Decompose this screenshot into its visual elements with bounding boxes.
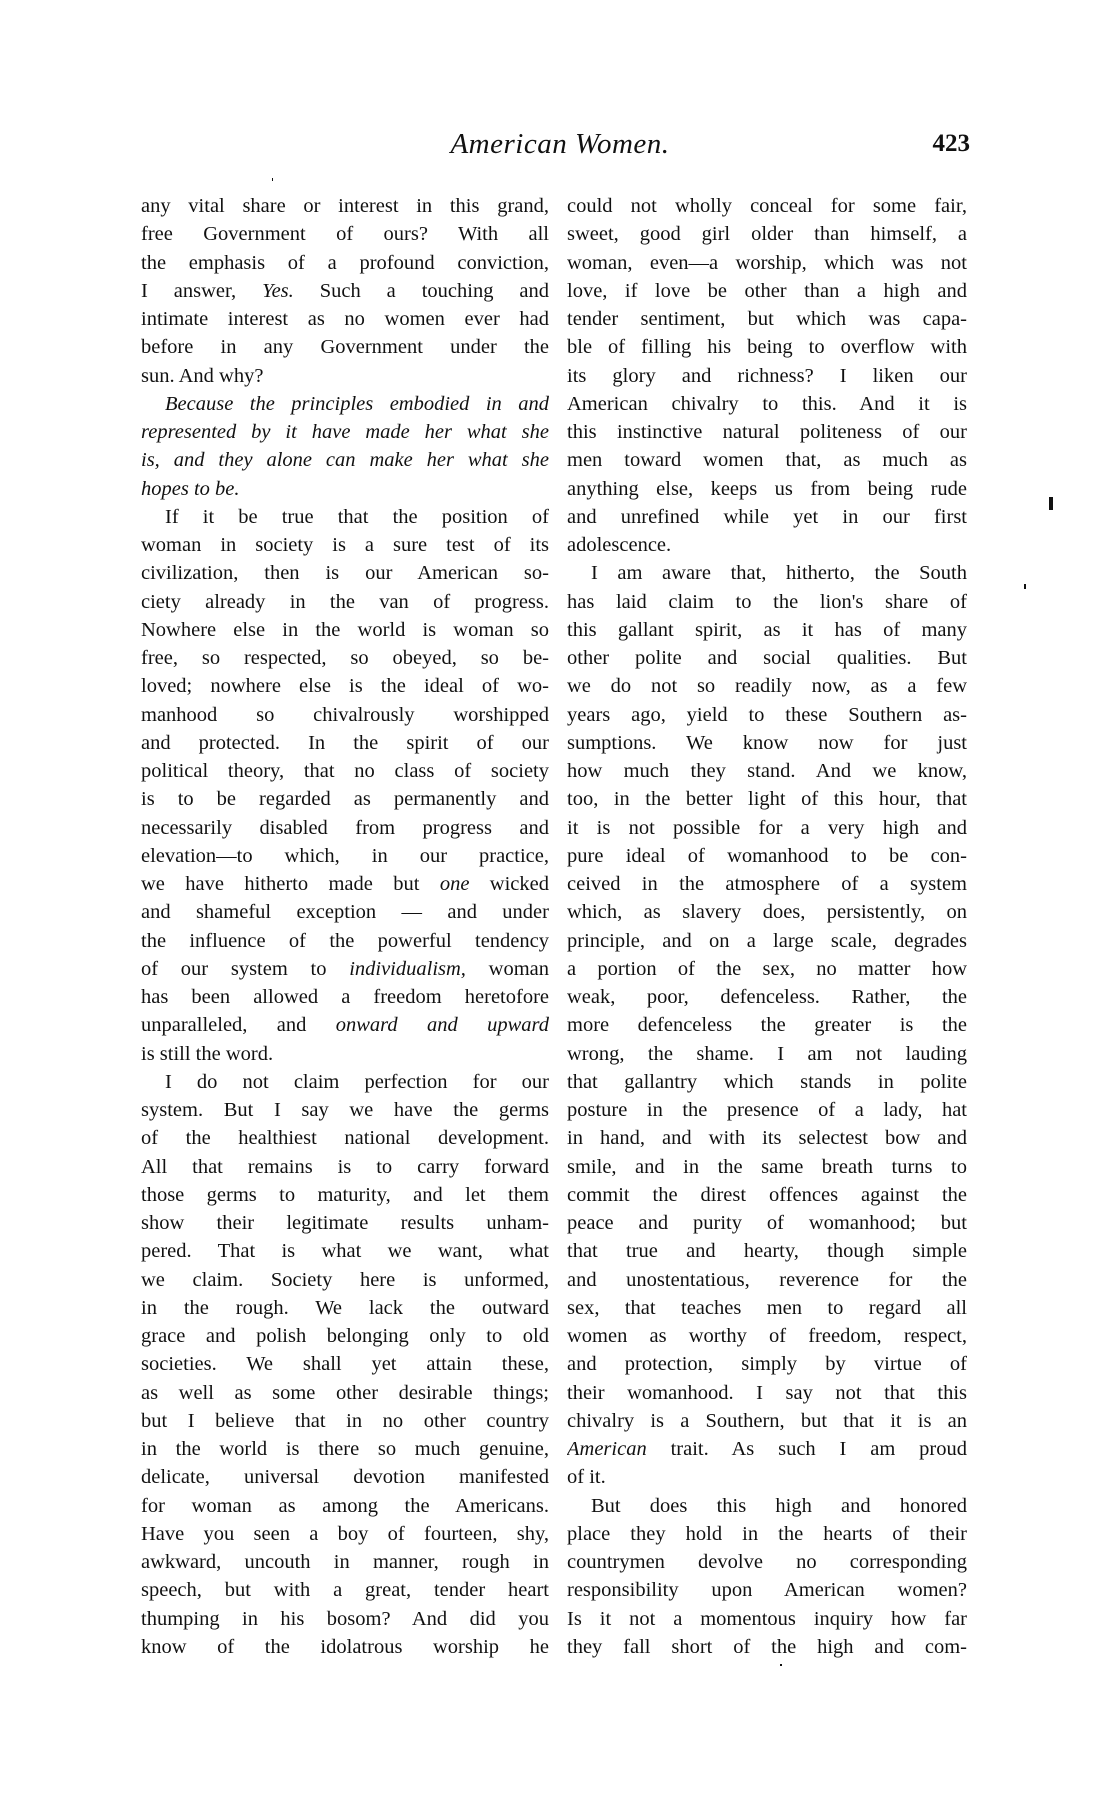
text-line — [141, 531, 549, 559]
text-line — [141, 1011, 549, 1039]
text-line — [567, 1068, 967, 1096]
text-line — [567, 220, 967, 248]
text-run: wicked — [469, 873, 549, 895]
text-run: thumping in his bosom? And did you — [141, 1607, 549, 1630]
text-line — [141, 1294, 549, 1322]
text-line — [567, 1011, 967, 1039]
text-run: ceived in the atmosphere of a system — [567, 873, 967, 895]
text-run: societies. We shall yet attain these, — [141, 1353, 549, 1376]
text-run: anything else, keeps us from being rude — [567, 477, 967, 500]
text-line — [141, 672, 549, 700]
text-run: its glory and richness? I liken our — [567, 364, 967, 387]
text-run: of it. — [567, 1466, 606, 1489]
text-run: system. But I say we have the germs — [141, 1099, 549, 1121]
text-line — [567, 1492, 967, 1520]
text-run: but I believe that in no other country — [141, 1409, 549, 1432]
text-line — [141, 277, 549, 305]
text-line — [567, 1379, 967, 1407]
text-run: as well as some other desirable things; — [141, 1381, 549, 1404]
text-run: pered. That is what we want, what — [141, 1240, 549, 1263]
text-run: But does this high and honored — [591, 1494, 967, 1517]
text-line — [567, 333, 967, 361]
text-line — [141, 1153, 549, 1181]
text-run: political theory, that no class of society — [141, 760, 549, 782]
text-run: too, in the better light of this hour, that — [567, 788, 967, 811]
text-run: speech, but with a great, tender heart — [141, 1579, 549, 1602]
text-line — [567, 1294, 967, 1322]
text-run: trait. As such I am proud — [646, 1438, 967, 1460]
text-line — [567, 701, 967, 729]
text-run: principle, and on a large scale, degrades — [567, 929, 967, 952]
italic-run: American — [567, 1438, 647, 1460]
text-line — [567, 390, 967, 418]
text-line — [141, 1266, 549, 1294]
text-run: those germs to maturity, and let them — [141, 1183, 549, 1206]
text-line — [141, 1040, 549, 1068]
italic-run: represented by it have made her what she — [141, 421, 549, 443]
text-line — [141, 475, 549, 503]
text-line — [567, 475, 967, 503]
text-run: we have hitherto made but — [141, 873, 440, 895]
text-run: peace and purity of womanhood; but — [567, 1212, 967, 1234]
text-line — [567, 644, 967, 672]
text-line — [567, 1181, 967, 1209]
running-title: American Women. — [450, 128, 670, 160]
text-line — [141, 1548, 549, 1576]
text-line — [141, 1435, 549, 1463]
italic-run: Yes. — [262, 279, 294, 302]
text-line — [567, 249, 967, 277]
text-line — [141, 842, 549, 870]
text-line — [141, 729, 549, 757]
text-run: sweet, good girl older than himself, a — [567, 223, 967, 246]
text-line — [567, 588, 967, 616]
text-line — [567, 842, 967, 870]
text-line — [567, 1266, 967, 1294]
text-line — [141, 1407, 549, 1435]
text-run: countrymen devolve no corresponding — [567, 1551, 967, 1573]
text-line — [567, 418, 967, 446]
text-run: which, as slavery does, persistently, on — [567, 901, 967, 924]
text-line — [567, 1605, 967, 1633]
text-run: in hand, and with its selectest bow and — [567, 1127, 967, 1150]
text-line — [567, 1633, 967, 1661]
text-run: woman in society is a sure test of its — [141, 534, 549, 556]
text-line — [141, 446, 549, 474]
text-line — [567, 983, 967, 1011]
text-line — [141, 220, 549, 248]
text-line — [141, 249, 549, 277]
text-line — [141, 898, 549, 926]
text-line — [567, 1322, 967, 1350]
text-run: that gallantry which stands in polite — [567, 1070, 967, 1093]
text-run: American chivalry to this. And it is — [567, 392, 967, 415]
text-run: we do not so readily now, as a few — [567, 675, 967, 698]
text-line — [567, 616, 967, 644]
text-line — [567, 785, 967, 813]
text-run: Nowhere else in the world is woman so — [141, 618, 549, 641]
text-line — [567, 1576, 967, 1604]
text-line — [141, 1520, 549, 1548]
text-run: men toward women that, as much as — [567, 449, 967, 472]
text-line — [141, 757, 549, 785]
text-run: delicate, universal devotion manifested — [141, 1466, 549, 1489]
text-line — [141, 1181, 549, 1209]
text-line — [567, 1435, 967, 1463]
italic-run: individualism, — [349, 957, 466, 980]
text-line — [567, 1548, 967, 1576]
text-run: this gallant spirit, as it has of many — [567, 618, 967, 641]
text-run: posture in the presence of a lady, hat — [567, 1099, 967, 1121]
text-line — [567, 531, 967, 559]
text-run: and unrefined while yet in our first — [567, 505, 967, 528]
text-run: is still the word. — [141, 1042, 274, 1065]
text-run: civilization, then is our American so- — [141, 562, 549, 585]
text-line — [567, 362, 967, 390]
text-line — [567, 672, 967, 700]
text-run: chivalry is a Southern, but that it is an — [567, 1409, 967, 1432]
scan-mark — [272, 178, 273, 181]
text-run: and shameful exception — and under — [141, 901, 549, 924]
text-run: pure ideal of womanhood to be con- — [567, 844, 967, 867]
text-run: of the healthiest national development. — [141, 1127, 549, 1150]
text-line — [567, 192, 967, 220]
text-line — [141, 983, 549, 1011]
text-line — [567, 898, 967, 926]
text-run: the influence of the powerful tendency — [141, 929, 549, 952]
text-line — [567, 305, 967, 333]
left-column — [141, 192, 549, 1661]
text-line — [141, 1492, 549, 1520]
text-run: All that remains is to carry forward — [141, 1155, 549, 1178]
text-line — [141, 1068, 549, 1096]
text-line — [567, 927, 967, 955]
text-line — [141, 1576, 549, 1604]
italic-run: onward and upward — [335, 1014, 549, 1037]
text-line — [141, 927, 549, 955]
text-line — [567, 757, 967, 785]
text-run: how much they stand. And we know, — [567, 760, 967, 782]
text-run: and protected. In the spirit of our — [141, 731, 549, 754]
text-line — [141, 1322, 549, 1350]
text-line — [567, 955, 967, 983]
text-run: sun. And why? — [141, 364, 264, 387]
text-run: ble of filling his being to overflow with — [567, 336, 967, 359]
text-run: show their legitimate results unham- — [141, 1212, 549, 1234]
text-line — [141, 870, 549, 898]
italic-run: hopes to be. — [141, 477, 240, 500]
text-run: before in any Government under the — [141, 336, 549, 359]
text-run: for woman as among the Americans. — [141, 1494, 549, 1517]
text-line — [141, 192, 549, 220]
text-run: in the rough. We lack the outward — [141, 1296, 549, 1319]
text-run: I am aware that, hitherto, the South — [591, 562, 967, 585]
right-column — [567, 192, 967, 1661]
text-run: grace and polish belonging only to old — [141, 1325, 549, 1347]
text-run: any vital share or interest in this grand, — [141, 195, 549, 217]
text-run: Is it not a momentous inquiry how far — [567, 1607, 967, 1630]
text-line — [567, 1350, 967, 1378]
text-run: If it be true that the position of — [165, 505, 549, 528]
text-line — [141, 1209, 549, 1237]
text-run: adolescence. — [567, 534, 672, 556]
text-run: Have you seen a boy of fourteen, shy, — [141, 1522, 549, 1545]
text-line — [567, 1040, 967, 1068]
text-line — [141, 1350, 549, 1378]
text-run: this instinctive natural politeness of our — [567, 421, 967, 443]
text-line — [567, 814, 967, 842]
scan-mark — [1024, 584, 1026, 589]
page-number: 423 — [932, 130, 970, 157]
italic-run: one — [439, 873, 470, 895]
text-line — [141, 362, 549, 390]
text-line — [141, 390, 549, 418]
text-run: loved; nowhere else is the ideal of wo- — [141, 675, 549, 698]
text-run: woman — [465, 957, 549, 980]
text-line — [141, 955, 549, 983]
text-run: awkward, uncouth in manner, rough in — [141, 1551, 549, 1573]
text-run: necessarily disabled from progress and — [141, 816, 549, 839]
text-line — [141, 1379, 549, 1407]
text-line — [141, 1463, 549, 1491]
text-run: I answer, — [141, 279, 263, 302]
text-run: tender sentiment, but which was capa- — [567, 308, 967, 330]
text-run: has been allowed a freedom heretofore — [141, 986, 549, 1008]
text-line — [567, 1124, 967, 1152]
text-run: and protection, simply by virtue of — [567, 1353, 967, 1376]
text-line — [141, 418, 549, 446]
text-line — [567, 1209, 967, 1237]
text-line — [141, 1096, 549, 1124]
text-run: the emphasis of a profound conviction, — [141, 251, 549, 274]
text-line — [141, 701, 549, 729]
text-run: manhood so chivalrously worshipped — [141, 703, 549, 726]
text-run: of our system to — [141, 957, 350, 980]
text-run: women as worthy of freedom, respect, — [567, 1325, 967, 1347]
text-run: place they hold in the hearts of their — [567, 1522, 967, 1545]
text-run: woman, even—a worship, which was not — [567, 251, 967, 274]
text-line — [141, 1605, 549, 1633]
text-line — [567, 729, 967, 757]
text-run: in the world is there so much genuine, — [141, 1438, 549, 1460]
text-run: a portion of the sex, no matter how — [567, 957, 967, 980]
text-line — [567, 870, 967, 898]
text-line — [567, 277, 967, 305]
text-run: elevation—to which, in our practice, — [141, 844, 549, 867]
text-line — [567, 559, 967, 587]
text-run: years ago, yield to these Southern as- — [567, 703, 967, 726]
text-line — [567, 1520, 967, 1548]
text-line — [141, 559, 549, 587]
text-run: Such a touching and — [293, 279, 549, 302]
text-run: they fall short of the high and com- — [567, 1635, 967, 1658]
text-run: free, so respected, so obeyed, so be- — [141, 647, 549, 669]
text-line — [567, 1153, 967, 1181]
text-run: commit the direst offences against the — [567, 1183, 967, 1206]
text-line — [141, 644, 549, 672]
text-run: and unostentatious, reverence for the — [567, 1268, 967, 1291]
text-run: responsibility upon American women? — [567, 1579, 967, 1602]
text-run: other polite and social qualities. But — [567, 647, 967, 669]
text-line — [141, 588, 549, 616]
text-line — [141, 1124, 549, 1152]
text-run: I do not claim perfection for our — [165, 1070, 549, 1093]
text-run: wrong, the shame. I am not lauding — [567, 1042, 967, 1065]
text-run: sex, that teaches men to regard all — [567, 1296, 967, 1319]
text-line — [567, 503, 967, 531]
text-line — [567, 1463, 967, 1491]
text-line — [567, 1096, 967, 1124]
text-run: could not wholly conceal for some fair, — [567, 195, 967, 217]
text-line — [141, 305, 549, 333]
text-line — [141, 503, 549, 531]
text-run: is to be regarded as permanently and — [141, 788, 549, 811]
scan-mark — [1049, 497, 1053, 510]
text-run: know of the idolatrous worship he — [141, 1635, 549, 1658]
italic-run: Because the principles embodied in and — [165, 392, 549, 415]
text-line — [141, 1633, 549, 1661]
text-run: we claim. Society here is unformed, — [141, 1268, 549, 1291]
text-run: weak, poor, defenceless. Rather, the — [567, 986, 967, 1008]
text-run: smile, and in the same breath turns to — [567, 1155, 967, 1178]
scan-mark — [780, 1664, 782, 1666]
text-run: love, if love be other than a high and — [567, 279, 967, 302]
text-run: intimate interest as no women ever had — [141, 308, 549, 330]
text-line — [567, 446, 967, 474]
text-line — [567, 1407, 967, 1435]
text-line — [141, 1237, 549, 1265]
text-run: has laid claim to the lion's share of — [567, 590, 967, 613]
text-run: their womanhood. I say not that this — [567, 1381, 967, 1404]
text-run: free Government of ours? With all — [141, 223, 549, 246]
text-run: it is not possible for a very high and — [567, 816, 967, 839]
text-line — [141, 616, 549, 644]
text-line — [141, 814, 549, 842]
italic-run: is, and they alone can make her what she — [141, 449, 549, 472]
text-line — [141, 333, 549, 361]
text-run: sumptions. We know now for just — [567, 731, 967, 754]
text-run: more defenceless the greater is the — [567, 1014, 967, 1037]
text-line — [141, 785, 549, 813]
text-run: ciety already in the van of progress. — [141, 590, 549, 613]
text-run: that true and hearty, though simple — [567, 1240, 967, 1263]
text-run: unparalleled, and — [141, 1014, 336, 1037]
text-line — [567, 1237, 967, 1265]
